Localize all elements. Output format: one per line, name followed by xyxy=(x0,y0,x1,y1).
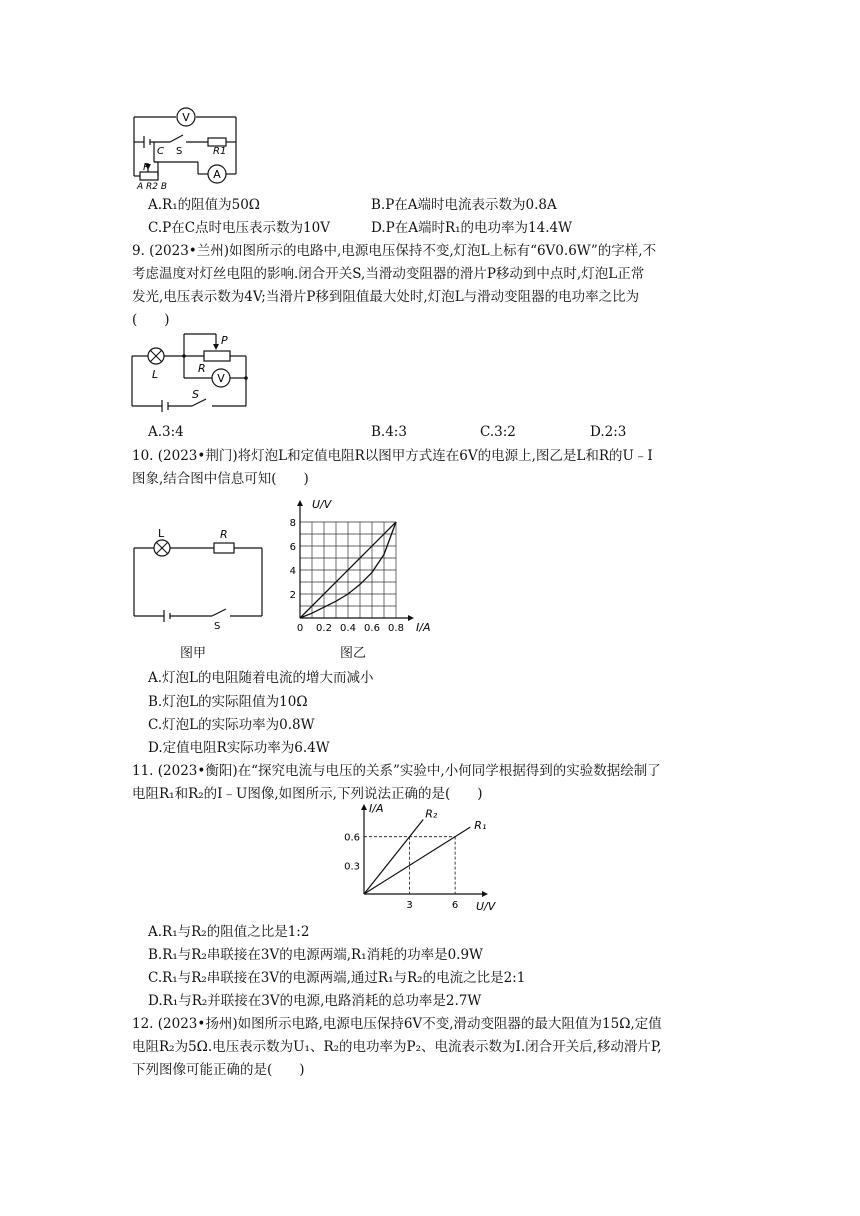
q10-option-a: A.灯泡L的电阻随着电流的增大而减小 xyxy=(148,670,374,686)
q8-fig-label-c: C xyxy=(157,146,164,157)
q12-text-line-1: 12. (2023•扬州)如图所示电路,电源电压保持6V不变,滑动变阻器的最大阻值为15Ω,定值 xyxy=(132,1016,662,1032)
x-axis-arrow xyxy=(408,615,414,621)
q11-option-d: D.R₁与R₂并联接在3V的电源,电路消耗的总功率是2.7W xyxy=(148,993,482,1009)
q9-fig-label-l: L xyxy=(152,368,159,381)
series-line-r1 xyxy=(364,827,470,894)
y-tick-label: 6 xyxy=(289,542,296,553)
series-line-r2 xyxy=(364,819,423,894)
series-label-r1: R₁ xyxy=(474,819,487,833)
q9-circuit-diagram xyxy=(128,330,250,412)
y-axis-arrow xyxy=(361,804,367,810)
q11-iu-chart xyxy=(330,800,500,918)
y-tick-label: 2 xyxy=(289,590,296,601)
q10-circuit-fig-a xyxy=(128,527,268,632)
q11-option-a: A.R₁与R₂的阻值之比是1:2 xyxy=(148,924,310,940)
q11-option-c: C.R₁与R₂串联接在3V的电源两端,通过R₁与R₂的电流之比是2:1 xyxy=(148,970,526,986)
x-tick-label: 0.6 xyxy=(364,623,380,634)
x-tick-label: 3 xyxy=(406,900,413,911)
q8-option-c: C.P在C点时电压表示数为10V xyxy=(148,220,330,236)
q9-text-line-1: 9. (2023•兰州)如图所示的电路中,电源电压保持不变,灯泡L上标有“6V0.6W”的字样,不 xyxy=(132,243,657,259)
y-tick-label: 8 xyxy=(289,518,296,529)
q8-fig-label-arb: A R2 B xyxy=(137,182,168,192)
q9-fig-label-s: S xyxy=(192,388,199,401)
q9-fig-label-r: R xyxy=(198,362,206,375)
q10-fig-a-caption: 图甲 xyxy=(180,646,207,661)
q12-text-line-3: 下列图像可能正确的是( ) xyxy=(132,1062,305,1078)
x-tick-label: 0.4 xyxy=(340,623,356,634)
q10-fig-a-label-r: R xyxy=(220,528,228,541)
q9-text-line-4: ( ) xyxy=(132,312,170,328)
q9-option-b: B.4:3 xyxy=(371,424,407,440)
q10-fig-a-label-s: S xyxy=(214,621,221,632)
q8-fig-label-v: V xyxy=(182,111,190,124)
q9-fig-label-p: P xyxy=(221,334,228,347)
y-tick-label: 0.6 xyxy=(344,832,360,844)
q9-option-c: C.3:2 xyxy=(480,424,516,440)
q10-text-line-1: 10. (2023•荆门)将灯泡L和定值电阻R以图甲方式连在6V的电源上,图乙是L和R的U﹣I xyxy=(132,448,653,464)
q10-option-c: C.灯泡L的实际功率为0.8W xyxy=(148,717,315,733)
x-axis-label: I/A xyxy=(416,621,431,634)
y-tick-label: 4 xyxy=(289,566,296,577)
q9-text-line-3: 发光,电压表示数为4V;当滑片P移到阻值最大处时,灯泡L与滑动变阻器的电功率之比为 xyxy=(132,289,640,305)
x-axis-arrow xyxy=(482,891,488,897)
q11-option-b: B.R₁与R₂串联接在3V的电源两端,R₁消耗的功率是0.9W xyxy=(148,947,483,963)
q8-fig-label-a: A xyxy=(213,168,221,181)
q8-fig-label-p: P xyxy=(143,162,150,173)
q10-text-line-2: 图象,结合图中信息可知( ) xyxy=(132,471,309,487)
q8-circuit-diagram xyxy=(128,104,248,190)
x-tick-label: 0.8 xyxy=(388,623,404,634)
q10-option-b: B.灯泡L的实际阻值为10Ω xyxy=(148,694,308,710)
q12-text-line-2: 电阻R₂为5Ω.电压表示数为U₁、R₂的电功率为P₂、电流表示数为I.闭合开关后,移动滑片P, xyxy=(132,1039,662,1055)
q9-option-a: A.3:4 xyxy=(148,424,184,440)
q10-fig-b-caption: 图乙 xyxy=(340,646,367,661)
q8-fig-label-s: S xyxy=(176,146,183,157)
x-tick-label: 0 xyxy=(296,623,304,634)
series-label-r2: R₂ xyxy=(425,807,438,821)
q10-option-d: D.定值电阻R实际功率为6.4W xyxy=(148,740,330,756)
q10-fig-a-label-l: L xyxy=(158,527,165,540)
q9-option-d: D.2:3 xyxy=(590,424,627,440)
q8-fig-label-r1: R1 xyxy=(213,146,227,157)
y-axis-label: I/A xyxy=(369,802,384,815)
y-axis-arrow xyxy=(297,500,303,506)
q11-text-line-1: 11. (2023•衡阳)在“探究电流与电压的关系”实验中,小何同学根据得到的实验数据绘制了 xyxy=(132,763,661,779)
q9-fig-label-v: V xyxy=(217,372,225,385)
q10-ui-chart xyxy=(288,496,431,636)
q9-text-line-2: 考虑温度对灯丝电阻的影响.闭合开关S,当滑动变阻器的滑片P移动到中点时,灯泡L正常 xyxy=(132,266,645,282)
x-tick-label: 6 xyxy=(451,900,459,911)
x-axis-label: U/V xyxy=(476,900,496,913)
y-axis-label: U/V xyxy=(312,498,332,511)
y-tick-label: 0.3 xyxy=(344,861,360,873)
q8-option-a: A.R₁的阻值为50Ω xyxy=(148,197,260,213)
q11-text-line-2: 电阻R₁和R₂的I﹣U图像,如图所示,下列说法正确的是( ) xyxy=(132,786,483,802)
q8-option-b: B.P在A端时电流表示数为0.8A xyxy=(371,197,557,213)
x-tick-label: 0.2 xyxy=(316,623,332,634)
q8-option-d: D.P在A端时R₁的电功率为14.4W xyxy=(371,220,572,236)
